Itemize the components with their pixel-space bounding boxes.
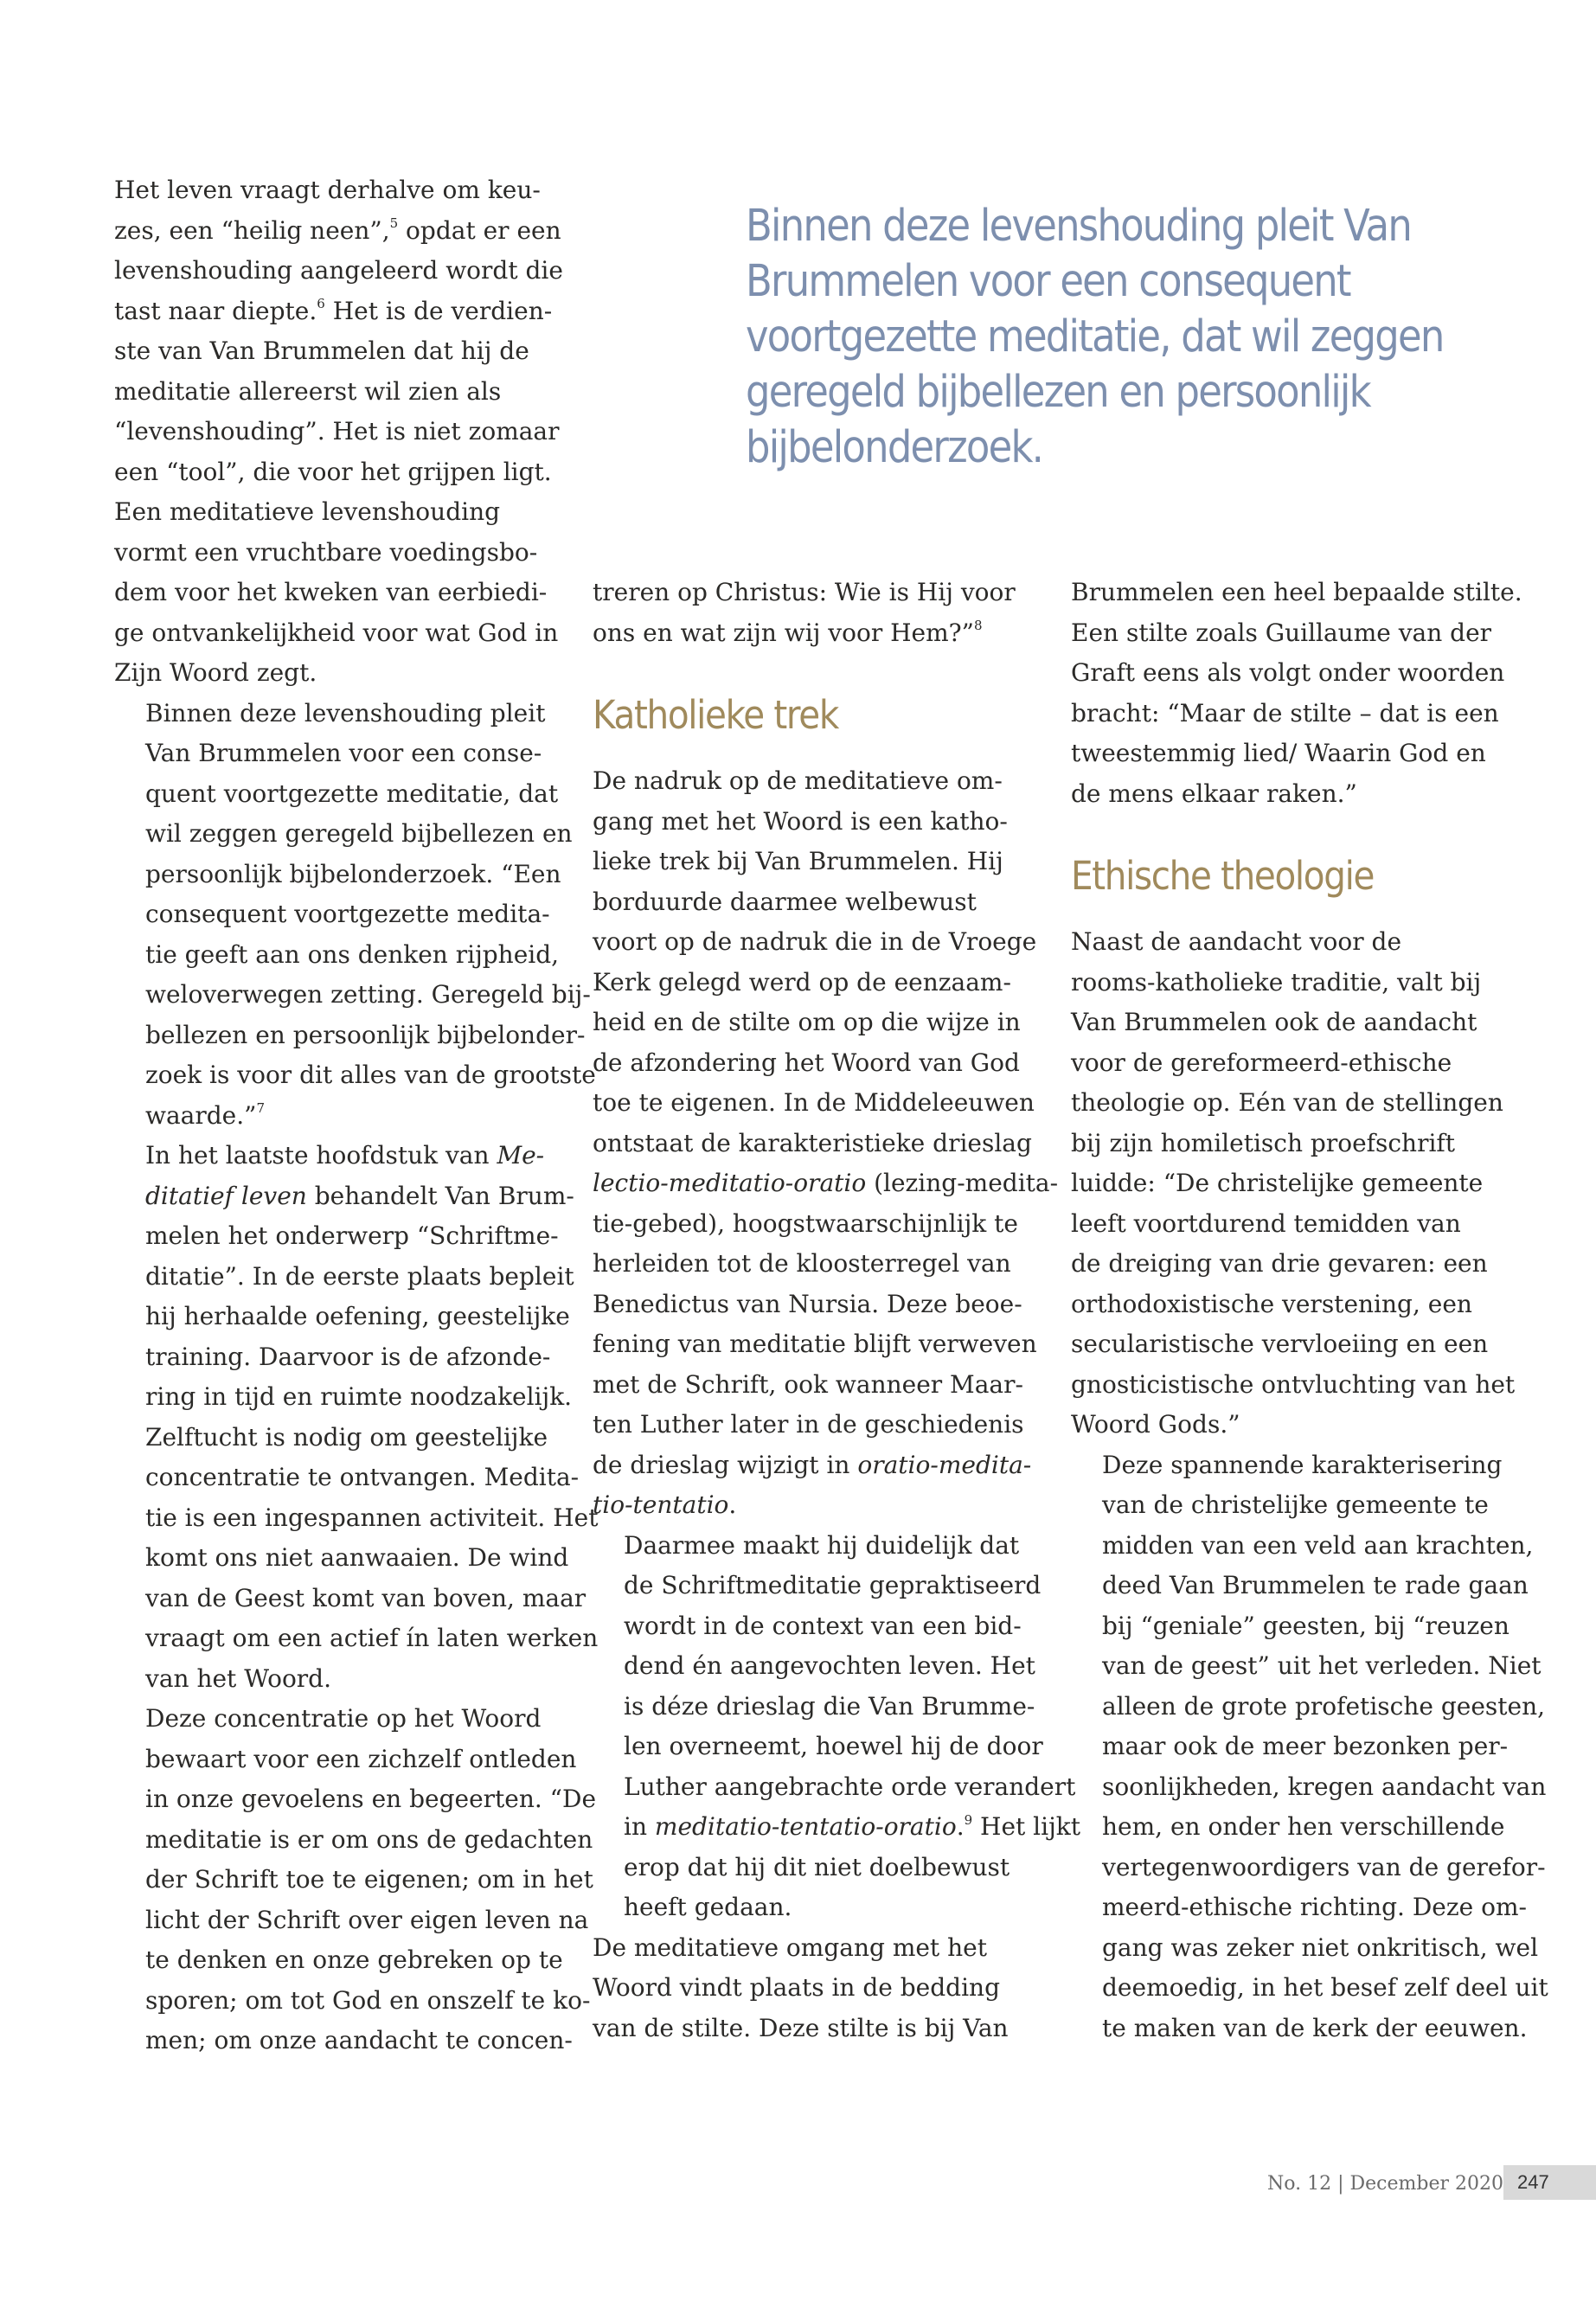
text-line: rooms-katholieke traditie, valt bij <box>1071 967 1482 997</box>
text-column-left <box>114 170 599 2061</box>
text-line: deemoedig, in het besef zelf deel uit <box>1102 1973 1548 2002</box>
text-line: quent voortgezette meditatie, dat <box>145 779 559 808</box>
text-line: De nadruk op de meditatieve om- <box>593 766 1003 795</box>
paragraph <box>114 170 564 694</box>
text-line: Deze spannende karakterisering <box>1102 1450 1503 1479</box>
text-line: dend én aangevochten leven. Het <box>624 1651 1035 1680</box>
section-heading: Ethische theologie <box>1071 853 1375 899</box>
text-line: zes, een “heilig neen”,$^5$ opdat er een <box>114 215 561 245</box>
text-line: soonlijkheden, kregen aandacht van <box>1102 1772 1547 1801</box>
text-line: waarde.”$^7$ <box>145 1100 265 1130</box>
text-line: Graft eens als volgt onder woorden <box>1071 658 1505 687</box>
text-line: weloverwegen zetting. Geregeld bij- <box>145 980 591 1009</box>
text-line: treren op Christus: Wie is Hij voor <box>593 578 1016 606</box>
text-line: zoek is voor dit alles van de grootste <box>145 1061 596 1089</box>
text-line: fening van meditatie blijft verweven <box>593 1330 1037 1358</box>
section-heading: Katholieke trek <box>593 692 838 738</box>
pull-quote-line: Binnen deze levenshouding pleit Van <box>746 201 1412 252</box>
text-line: Een stilte zoals Guillaume van der <box>1071 618 1492 647</box>
text-line: tie-gebed), hoogstwaarschijnlijk te <box>593 1208 1018 1238</box>
text-line: meerd-ethische richting. Deze om- <box>1102 1893 1527 1921</box>
text-line: Van Brummelen ook de aandacht <box>1071 1008 1477 1036</box>
text-line: melen het onderwerp “Schriftme- <box>145 1221 559 1250</box>
text-line: Van Brummelen voor een conse- <box>145 739 542 767</box>
text-line: len overneemt, hoewel hij de door <box>624 1732 1043 1760</box>
text-line: gnosticistische ontvluchting van het <box>1071 1369 1516 1399</box>
text-line: met de Schrift, ook wanneer Maar- <box>593 1369 1023 1399</box>
paragraph <box>593 761 1059 1526</box>
text-line: een “tool”, die voor het grijpen ligt. <box>114 457 552 486</box>
page-number: 247 <box>1503 2165 1596 2200</box>
text-line: deed Van Brummelen te rade gaan <box>1102 1571 1529 1599</box>
text-line: hij herhaalde oefening, geestelijke <box>145 1302 570 1330</box>
text-line: te maken van de kerk der eeuwen. <box>1102 2013 1528 2042</box>
text-line: erop dat hij dit niet doelbewust <box>624 1852 1010 1881</box>
text-line: hem, en onder hen verschillende <box>1102 1812 1505 1841</box>
paragraph <box>114 1699 597 2061</box>
text-line: Binnen deze levenshouding pleit <box>145 698 546 727</box>
text-line: lieke trek bij Van Brummelen. Hij <box>593 847 1003 875</box>
text-line: ste van Van Brummelen dat hij de <box>114 336 529 365</box>
text-line: van de stilte. Deze stilte is bij Van <box>593 2013 1009 2042</box>
text-line: men; om onze aandacht te concen- <box>145 2026 573 2054</box>
text-line: meditatie allereerst wil zien als <box>114 376 502 406</box>
text-line: Daarmee maakt hij duidelijk dat <box>624 1530 1020 1560</box>
text-line: vraagt om een actief ín laten werken <box>145 1624 599 1652</box>
text-line: In het laatste hoofdstuk van Me- <box>145 1141 545 1170</box>
pull-quote-line: bijbelonderzoek. <box>746 422 1043 473</box>
issue-separator: | <box>1337 2173 1344 2195</box>
text-column-middle <box>593 573 1080 2048</box>
text-line: orthodoxistische verstening, een <box>1071 1289 1472 1318</box>
text-line: meditatie is er om ons de gedachten <box>145 1824 593 1854</box>
footnote-ref: 6 <box>317 296 325 312</box>
text-line: consequent voortgezette medita- <box>145 900 550 928</box>
text-line: wil zeggen geregeld bijbellezen en <box>145 819 573 848</box>
text-line: “levenshouding”. Het is niet zomaar <box>114 417 560 445</box>
pull-quote-line: voortgezette meditatie, dat wil zeggen <box>746 311 1444 362</box>
text-line: persoonlijk bijbelonderzoek. “Een <box>145 859 561 888</box>
issue-info <box>1267 2169 1503 2200</box>
paragraph <box>114 694 596 1137</box>
text-line: licht der Schrift over eigen leven na <box>145 1905 589 1934</box>
pull-quote-line: geregeld bijbellezen en persoonlijk <box>746 367 1370 418</box>
text-line: de mens elkaar raken.” <box>1071 779 1357 808</box>
text-line: de Schriftmeditatie gepraktiseerd <box>624 1571 1042 1599</box>
text-line: voort op de nadruk die in de Vroege <box>593 927 1037 956</box>
paragraph <box>1071 1445 1548 2049</box>
text-line: tie geeft aan ons denken rijpheid, <box>145 939 560 969</box>
text-line: Luther aangebrachte orde verandert <box>624 1772 1076 1801</box>
text-line: te denken en onze gebreken op te <box>145 1945 563 1974</box>
text-column-right <box>1071 573 1548 2048</box>
paragraph <box>1071 922 1521 1445</box>
issue-date: December 2020 <box>1349 2173 1503 2195</box>
text-line: maar ook de meer bezonken per- <box>1102 1732 1509 1760</box>
text-line: concentratie te ontvangen. Medita- <box>145 1463 580 1491</box>
text-line: bij zijn homiletisch proefschrift <box>1071 1128 1456 1157</box>
footnote-ref: 7 <box>256 1100 265 1117</box>
text-line: bij “geniale” geesten, bij “reuzen <box>1102 1611 1509 1640</box>
paragraph <box>593 1526 1080 1928</box>
text-line: Woord Gods.” <box>1071 1410 1240 1439</box>
text-line: van de Geest komt van boven, maar <box>145 1583 586 1612</box>
footnote-ref: 8 <box>974 618 983 634</box>
text-line: ditatie”. In de eerste plaats bepleit <box>145 1261 574 1291</box>
text-line: Woord vindt plaats in de bedding <box>593 1973 1001 2002</box>
text-line: gang met het Woord is een katho- <box>593 806 1008 836</box>
text-line: wordt in de context van een bid- <box>624 1611 1022 1640</box>
text-line: van de geest” uit het verleden. Niet <box>1102 1651 1542 1680</box>
text-line: heeft gedaan. <box>624 1893 792 1921</box>
text-line: tweestemmig lied/ Waarin God en <box>1071 739 1486 767</box>
text-line: Kerk gelegd werd op de eenzaam- <box>593 967 1011 997</box>
text-line: dem voor het kweken van eerbiedi- <box>114 578 548 606</box>
text-line: secularistische vervloeiing en een <box>1071 1330 1489 1358</box>
text-line: borduurde daarmee welbewust <box>593 887 977 916</box>
text-line: vertegenwoordigers van de gerefor- <box>1102 1852 1546 1881</box>
text-line: midden van een veld aan krachten, <box>1102 1530 1534 1560</box>
text-line: de afzondering het Woord van God <box>593 1048 1020 1077</box>
text-line: in onze gevoelens en begeerten. “De <box>145 1785 597 1813</box>
text-line: tie is een ingespannen activiteit. Het <box>145 1503 599 1532</box>
paragraph <box>1071 573 1521 814</box>
text-line: herleiden tot de kloosterregel van <box>593 1249 1011 1278</box>
text-line: lectio-meditatio-oratio (lezing-medita- <box>593 1169 1059 1197</box>
issue-number: No. 12 <box>1267 2173 1332 2195</box>
text-line: luidde: “De christelijke gemeente <box>1071 1169 1484 1197</box>
text-line: ons en wat zijn wij voor Hem?”$^8$ <box>593 618 983 647</box>
text-line: is déze drieslag die Van Brumme- <box>624 1691 1035 1721</box>
paragraph <box>593 573 1042 653</box>
text-line: bracht: “Maar de stilte – dat is een <box>1071 698 1499 727</box>
text-line: vormt een vruchtbare voedingsbo- <box>114 537 538 567</box>
paragraph <box>593 1928 1042 2049</box>
text-line: tio-tentatio. <box>593 1490 737 1519</box>
text-line: alleen de grote profetische geesten, <box>1102 1691 1546 1721</box>
text-line: theologie op. Eén van de stellingen <box>1071 1088 1503 1117</box>
text-line: Zijn Woord zegt. <box>114 658 317 687</box>
text-line: gang was zeker niet onkritisch, wel <box>1102 1932 1539 1962</box>
text-line: bellezen en persoonlijk bijbelonder- <box>145 1020 586 1049</box>
text-line: komt ons niet aanwaaien. De wind <box>145 1543 569 1572</box>
text-line: Benedictus van Nursia. Deze beoe- <box>593 1289 1022 1318</box>
text-line: leeft voortdurend temidden van <box>1071 1208 1461 1238</box>
text-line: de dreiging van drie gevaren: een <box>1071 1249 1488 1278</box>
pull-quote <box>746 199 1444 476</box>
footnote-ref: 9 <box>964 1811 973 1828</box>
text-line: sporen; om tot God en onszelf te ko- <box>145 1985 591 2015</box>
text-line: de drieslag wijzigt in oratio-medita- <box>593 1450 1032 1479</box>
pull-quote-line: Brummelen voor een consequent <box>746 256 1350 307</box>
text-line: heid en de stilte om op die wijze in <box>593 1008 1021 1036</box>
text-line: van het Woord. <box>145 1663 332 1693</box>
text-line: ge ontvankelijkheid voor wat God in <box>114 618 559 647</box>
text-line: ten Luther later in de geschiedenis <box>593 1410 1024 1439</box>
text-line: der Schrift toe te eigenen; om in het <box>145 1865 593 1894</box>
text-line: ring in tijd en ruimte noodzakelijk. <box>145 1382 573 1411</box>
text-line: Het leven vraagt derhalve om keu- <box>114 176 541 204</box>
text-line: levenshouding aangeleerd wordt die <box>114 256 563 285</box>
text-line: Brummelen een heel bepaalde stilte. <box>1071 578 1522 606</box>
text-line: De meditatieve omgang met het <box>593 1932 987 1962</box>
paragraph <box>114 1136 599 1699</box>
text-line: Een meditatieve levenshouding <box>114 497 501 526</box>
text-line: ontstaat de karakteristieke drieslag <box>593 1128 1032 1157</box>
text-line: voor de gereformeerd-ethische <box>1071 1048 1452 1077</box>
text-line: bewaart voor een zichzelf ontleden <box>145 1744 577 1773</box>
text-line: Naast de aandacht voor de <box>1071 927 1402 956</box>
text-line: training. Daarvoor is de afzonde- <box>145 1342 551 1371</box>
text-line: ditatief leven behandelt Van Brum- <box>145 1181 574 1210</box>
text-line: toe te eigenen. In de Middeleeuwen <box>593 1088 1035 1117</box>
text-line: van de christelijke gemeente te <box>1102 1490 1489 1519</box>
text-line: Deze concentratie op het Woord <box>145 1704 542 1733</box>
footnote-ref: 5 <box>389 215 399 232</box>
text-line: tast naar diepte.$^6$ Het is de verdien- <box>114 296 553 325</box>
text-line: in meditatio-tentatio-oratio.$^9$ Het lijkt <box>624 1811 1080 1841</box>
text-line: Zelftucht is nodig om geestelijke <box>145 1422 548 1452</box>
